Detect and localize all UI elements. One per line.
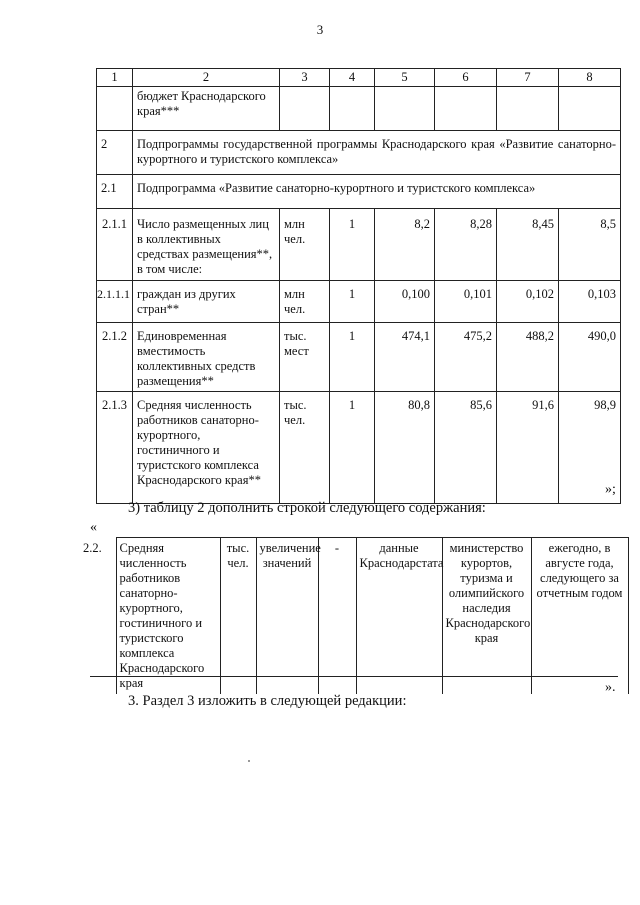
- table-row: [97, 131, 621, 175]
- row-value: 0,100: [375, 281, 435, 323]
- row-num: 2.1: [97, 175, 133, 209]
- row-status: [330, 87, 375, 131]
- header-cell: 8: [559, 69, 621, 87]
- row-name: Единовременная вместимость коллективных средств размещения**: [133, 323, 280, 392]
- row-value: 80,8: [375, 392, 435, 504]
- row-value: 488,2: [497, 323, 559, 392]
- row-status: 1: [330, 281, 375, 323]
- row-value: 490,0: [559, 323, 621, 392]
- row-num: 2.1.3: [97, 392, 133, 504]
- row-unit: тыс. чел.: [280, 392, 330, 504]
- row-num: [97, 87, 133, 131]
- table-header-row: [97, 69, 621, 87]
- row-status: 1: [330, 392, 375, 504]
- row-unit: тыс. мест: [280, 323, 330, 392]
- table2-new-row: [83, 537, 629, 694]
- header-cell: 6: [435, 69, 497, 87]
- row-status: 1: [330, 323, 375, 392]
- row-name: Средняя численность работников санаторно-курортного, гостиничного и туристского комплекса Краснодарского края**: [133, 392, 280, 504]
- row-status: 1: [330, 209, 375, 281]
- header-cell: 2: [133, 69, 280, 87]
- header-cell: 7: [497, 69, 559, 87]
- row-name: Число размещенных лиц в коллективных средствах размещения**, в том числе:: [133, 209, 280, 281]
- row-value: 8,2: [375, 209, 435, 281]
- row-responsible: министерство курортов, туризма и олимпийского наследия Краснодарского края: [442, 538, 531, 695]
- table2-left-border: [116, 537, 117, 676]
- closing-quote: »;: [605, 482, 616, 497]
- row-value: 8,45: [497, 209, 559, 281]
- row-direction: увеличение значений: [256, 538, 318, 695]
- table-row: [97, 175, 621, 209]
- row-span-text: Подпрограммы государственной программы Краснодарского края «Развитие санаторно-курортного и туристского комплекса»: [133, 131, 621, 175]
- row-value: 91,6: [497, 392, 559, 504]
- table-row: [97, 209, 621, 281]
- table-row: [97, 281, 621, 323]
- row-value: 8,28: [435, 209, 497, 281]
- closing-quote: ».: [605, 680, 616, 695]
- table-row: [97, 87, 621, 131]
- row-name: граждан из других стран**: [133, 281, 280, 323]
- row-unit: млн чел.: [280, 209, 330, 281]
- row-value: 0,102: [497, 281, 559, 323]
- table2-bottom-border: [90, 676, 618, 677]
- row-num: 2.1.1.1: [97, 281, 133, 323]
- row-num: 2.1.2: [97, 323, 133, 392]
- header-cell: 4: [330, 69, 375, 87]
- opening-quote: «: [90, 520, 97, 535]
- page-number: 3: [316, 22, 324, 37]
- paragraph-table2-addition: 3) таблицу 2 дополнить строкой следующего содержания:: [128, 500, 486, 516]
- row-value: [559, 87, 621, 131]
- row-unit: тыс. чел.: [220, 538, 256, 695]
- row-num: 2.2.: [83, 541, 102, 555]
- table-row: [97, 392, 621, 504]
- header-cell: 5: [375, 69, 435, 87]
- row-name: бюджет Краснодарского края***: [133, 87, 280, 131]
- row-value: 98,9: [559, 392, 621, 504]
- table-row: [116, 538, 628, 695]
- row-value: 0,101: [435, 281, 497, 323]
- row-value: [375, 87, 435, 131]
- row-value: 474,1: [375, 323, 435, 392]
- row-num: 2: [97, 131, 133, 175]
- row-source: данные Краснодарстата: [356, 538, 442, 695]
- row-value: [497, 87, 559, 131]
- row-value: 0,103: [559, 281, 621, 323]
- row-num: 2.1.1: [97, 209, 133, 281]
- row-name: Средняя численность работников санаторно-курортного, гостиничного и туристского комплекса Краснодарского края: [116, 538, 220, 695]
- paragraph-section3: 3. Раздел 3 изложить в следующей редакции:: [128, 693, 407, 709]
- row-dash: -: [318, 538, 356, 695]
- row-value: 85,6: [435, 392, 497, 504]
- table-row: [97, 323, 621, 392]
- header-cell: 3: [280, 69, 330, 87]
- row-span-text: Подпрограмма «Развитие санаторно-курортного и туристского комплекса»: [133, 175, 621, 209]
- row-value: [435, 87, 497, 131]
- row-value: 475,2: [435, 323, 497, 392]
- row-unit: [280, 87, 330, 131]
- row-unit: млн чел.: [280, 281, 330, 323]
- header-cell: 1: [97, 69, 133, 87]
- row-period: ежегодно, в августе года, следующего за отчетным годом: [531, 538, 628, 695]
- scan-speck: [248, 760, 250, 762]
- row-value: 8,5: [559, 209, 621, 281]
- indicators-table: [96, 68, 621, 504]
